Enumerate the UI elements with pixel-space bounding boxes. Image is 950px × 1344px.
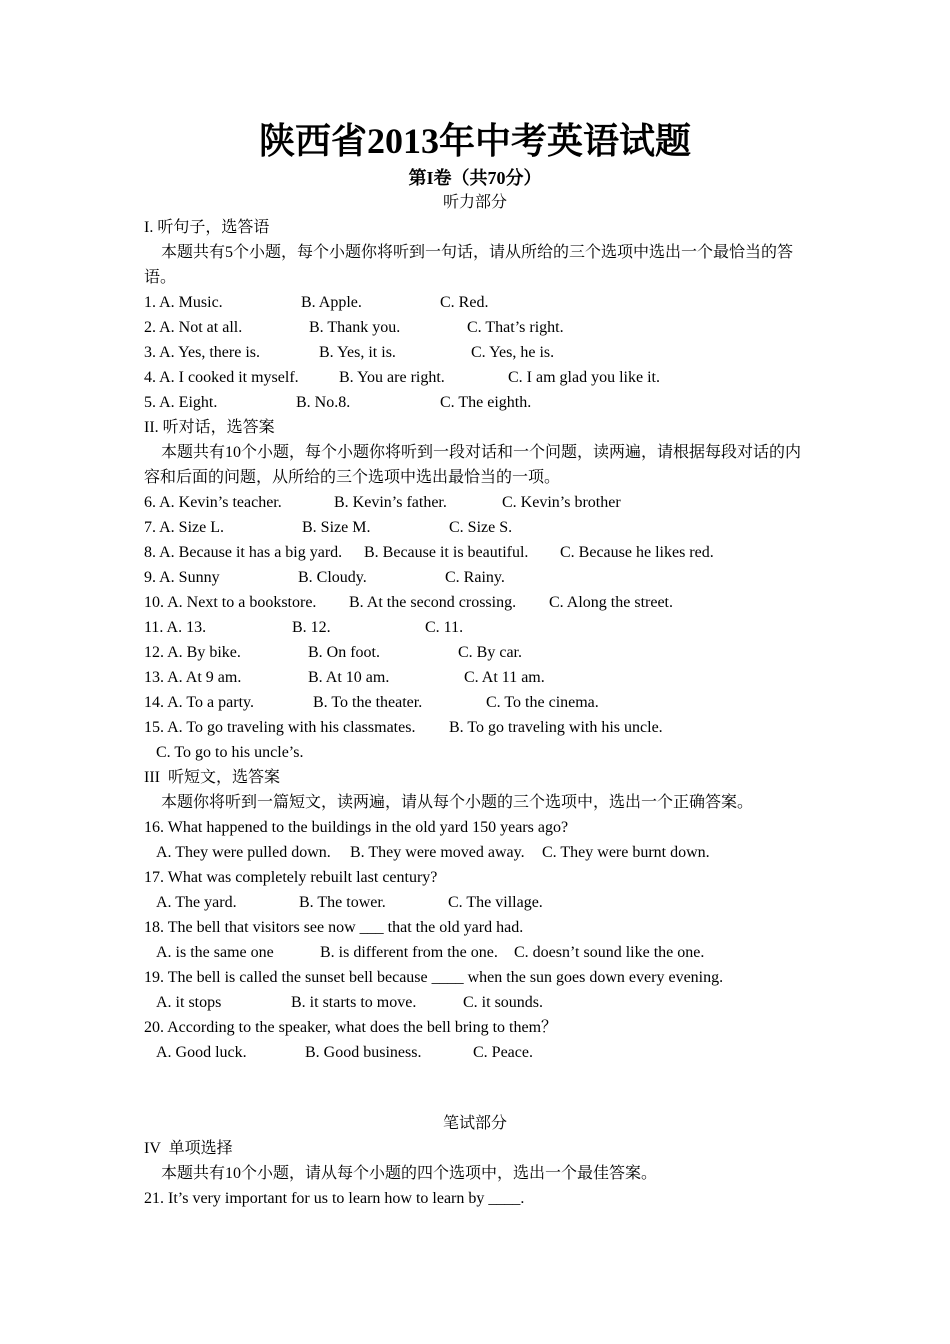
question-6-option-b: B. Kevin’s father. [334, 494, 447, 511]
question-18-option-c: C. doesn’t sound like the one. [514, 944, 705, 961]
question-18-option-a: A. is the same one [156, 944, 274, 961]
question-11-option-c: C. 11. [425, 619, 464, 636]
question-row [144, 615, 809, 640]
question-17-option-a: A. The yard. [156, 894, 237, 911]
question-4-option-a: 4. A. I cooked it myself. [144, 369, 299, 386]
page-title: 陕西省2013年中考英语试题 [258, 121, 691, 161]
question-7-option-c: C. Size S. [449, 519, 513, 536]
question-1-option-b: B. Apple. [301, 294, 362, 311]
question-3-option-b: B. Yes, it is. [319, 344, 396, 361]
question-row [144, 590, 809, 615]
question-1-option-a: 1. A. Music. [144, 294, 223, 311]
writing-heading: 笔试部分 [442, 1115, 507, 1132]
part1-instruction: 本题共有5个小题，每个小题你将听到一句话，请从所给的三个选项中选出一个最恰当的答语。 [144, 244, 794, 286]
question-15-option-a: 15. A. To go traveling with his classmates. [144, 719, 416, 736]
question-19-stem: 19. The bell is called the sunset bell because ____ when the sun goes down every evening. [144, 969, 724, 986]
question-10-option-b: B. At the second crossing. [349, 594, 517, 611]
question-row [144, 665, 809, 690]
question-row [144, 565, 809, 590]
question-15-option-b: B. To go traveling with his uncle. [449, 719, 663, 736]
question-6-option-c: C. Kevin’s brother [502, 494, 621, 511]
question-15-option-c: C. To go to his uncle’s. [156, 744, 304, 761]
question-20-option-c: C. Peace. [473, 1044, 533, 1061]
question-4-option-b: B. You are right. [339, 369, 445, 386]
question-21-stem: 21. It’s very important for us to learn how to learn by ____. [144, 1190, 525, 1207]
question-10-option-c: C. Along the street. [549, 594, 673, 611]
part3-instruction: 本题你将听到一篇短文，读两遍，请从每个小题的三个选项中，选出一个正确答案。 [161, 794, 754, 811]
question-row [144, 690, 809, 715]
question-row [144, 340, 809, 365]
question-3-option-a: 3. A. Yes, there is. [144, 344, 261, 361]
question-19-option-a: A. it stops [156, 994, 222, 1011]
question-row [144, 365, 809, 390]
page-subtitle: 第I卷（共70分） [408, 168, 542, 188]
question-row [144, 990, 809, 1015]
question-row [144, 640, 809, 665]
question-17-option-c: C. The village. [448, 894, 543, 911]
question-row [144, 1040, 809, 1065]
question-13-option-a: 13. A. At 9 am. [144, 669, 242, 686]
question-2-option-b: B. Thank you. [309, 319, 401, 336]
question-2-option-a: 2. A. Not at all. [144, 319, 243, 336]
question-2-option-c: C. That’s right. [467, 319, 564, 336]
question-16-option-b: B. They were moved away. [350, 844, 525, 861]
question-18-stem: 18. The bell that visitors see now ___ that the old yard had. [144, 919, 524, 936]
part1-heading: I. 听句子，选答语 [144, 219, 270, 236]
question-8-option-b: B. Because it is beautiful. [364, 544, 529, 561]
question-row [144, 940, 809, 965]
question-11-option-b: B. 12. [292, 619, 331, 636]
part2-heading: II. 听对话，选答案 [144, 419, 275, 436]
part3-heading: III 听短文，选答案 [144, 769, 280, 786]
question-8-option-c: C. Because he likes red. [560, 544, 714, 561]
question-10-option-a: 10. A. Next to a bookstore. [144, 594, 317, 611]
question-7-option-b: B. Size M. [302, 519, 371, 536]
question-row [144, 840, 809, 865]
question-20-stem: 20. According to the speaker, what does the bell bring to them？ [144, 1019, 558, 1036]
part4-heading: IV 单项选择 [144, 1140, 233, 1157]
question-19-option-b: B. it starts to move. [291, 994, 417, 1011]
question-8-option-a: 8. A. Because it has a big yard. [144, 544, 343, 561]
question-row [144, 315, 809, 340]
part1-section [144, 215, 809, 1065]
question-18-option-b: B. is different from the one. [320, 944, 498, 961]
question-6-option-a: 6. A. Kevin’s teacher. [144, 494, 282, 511]
question-4-option-c: C. I am glad you like it. [508, 369, 660, 386]
question-5-option-c: C. The eighth. [440, 394, 532, 411]
question-row [144, 490, 809, 515]
question-20-option-b: B. Good business. [305, 1044, 422, 1061]
question-5-option-b: B. No.8. [296, 394, 351, 411]
question-row [144, 290, 809, 315]
question-13-option-b: B. At 10 am. [308, 669, 390, 686]
question-9-option-c: C. Rainy. [445, 569, 505, 586]
question-5-option-a: 5. A. Eight. [144, 394, 218, 411]
question-12-option-c: C. By car. [458, 644, 522, 661]
question-row [144, 715, 809, 740]
question-19-option-c: C. it sounds. [463, 994, 544, 1011]
question-17-option-b: B. The tower. [299, 894, 386, 911]
part2-instruction: 本题共有10个小题，每个小题你将听到一段对话和一个问题，读两遍，请根据每段对话的内容和后面的问题，从所给的三个选项中选出最恰当的一项。 [144, 444, 802, 486]
question-16-option-a: A. They were pulled down. [156, 844, 331, 861]
question-row [144, 890, 809, 915]
question-14-option-b: B. To the theater. [313, 694, 423, 711]
question-17-stem: 17. What was completely rebuilt last century? [144, 869, 438, 886]
question-14-option-a: 14. A. To a party. [144, 694, 254, 711]
part4-instruction: 本题共有10个小题，请从每个小题的四个选项中，选出一个最佳答案。 [161, 1165, 658, 1182]
question-14-option-c: C. To the cinema. [486, 694, 599, 711]
question-row [144, 515, 809, 540]
question-9-option-b: B. Cloudy. [298, 569, 367, 586]
question-12-option-b: B. On foot. [308, 644, 380, 661]
question-16-stem: 16. What happened to the buildings in the old yard 150 years ago? [144, 819, 569, 836]
question-9-option-a: 9. A. Sunny [144, 569, 220, 586]
question-13-option-c: C. At 11 am. [464, 669, 545, 686]
part4-section [144, 1136, 809, 1211]
question-row [144, 390, 809, 415]
question-7-option-a: 7. A. Size L. [144, 519, 224, 536]
question-12-option-a: 12. A. By bike. [144, 644, 241, 661]
question-11-option-a: 11. A. 13. [144, 619, 207, 636]
question-16-option-c: C. They were burnt down. [542, 844, 710, 861]
listening-heading: 听力部分 [442, 194, 507, 211]
question-3-option-c: C. Yes, he is. [471, 344, 555, 361]
question-20-option-a: A. Good luck. [156, 1044, 247, 1061]
question-1-option-c: C. Red. [440, 294, 489, 311]
question-row [144, 540, 809, 565]
